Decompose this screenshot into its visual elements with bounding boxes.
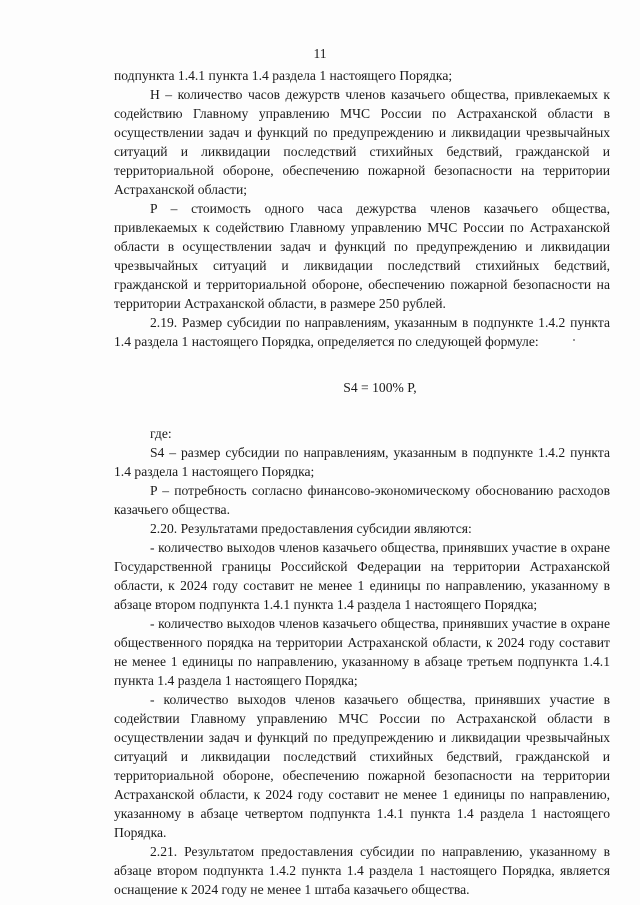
page-number: 11: [313, 46, 327, 61]
paragraph-2-21: 2.21. Результатом предоставления субсидии по направлению, указанному в абзаце втором подпункта 1.4.2 пункта 1.4 раздела 1 настоящего Порядка, является оснащение к 2024 году не менее 1 штаба казачьего общества.: [114, 844, 610, 897]
paragraph-s4-definition: S4 – размер субсидии по направлениям, указанным в подпункте 1.4.2 пункта 1.4 раздела 1 настоящего Порядка;: [114, 445, 610, 479]
paragraph-2-20: 2.20. Результатами предоставления субсидии являются:: [150, 521, 472, 536]
list-item-border-guard: - количество выходов членов казачьего общества, принявших участие в охране Государственной границы Российской Федерации на территории Астраханской области, к 2024 году составит не менее 1 единицы по направлению, указанному в абзаце втором подпункта 1.4.1 пункта 1.4 раздела 1 настоящего Порядка;: [114, 540, 610, 612]
list-item-public-order: - количество выходов членов казачьего общества, принявших участие в охране общественного порядка на территории Астраханской области, к 2024 году составит не менее 1 единицы по направлению, указанному в абзаце третьем подпункта 1.4.1 пункта 1.4 раздела 1 настоящего Порядка;: [114, 616, 610, 688]
scan-speck: [573, 339, 575, 341]
paragraph-h-definition: H – количество часов дежурств членов казачьего общества, привлекаемых к содействию Главному управлению МЧС России по Астраханской области в осуществлении задач и функций по предупреждению и ликвидации чрезвычайных ситуаций и ликвидации последствий стихийных бедствий, гражданской и территориальной обороне, обеспечению пожарной безопасности на территории Астраханской области;: [114, 87, 610, 197]
paragraph-2-19: 2.19. Размер субсидии по направлениям, указанным в подпункте 1.4.2 пункта 1.4 раздела 1 настоящего Порядка, определяется по следующей формуле:: [114, 315, 610, 349]
paragraph-continuation: подпункта 1.4.1 пункта 1.4 раздела 1 настоящего Порядка;: [114, 68, 453, 83]
list-item-emergency-assistance: - количество выходов членов казачьего общества, принявших участие в содействии Главному управлению МЧС России по Астраханской области в осуществлении задач и функций по предупреждению и ликвидации чрезвычайных ситуаций и ликвидации последствий стихийных бедствий, гражданской и территориальной обороне, обеспечению пожарной безопасности на территории Астраханской области, к 2024 году составит не менее 1 единицы по направлению, указанному в абзаце четвертом подпункта 1.4.1 пункта 1.4 раздела 1 настоящего Порядка.: [114, 692, 610, 840]
paragraph-where: где:: [150, 426, 172, 441]
document-body: [114, 66, 610, 899]
paragraph-p-definition: P – стоимость одного часа дежурства членов казачьего общества, привлекаемых к содействию Главному управлению МЧС России по Астраханской области в осуществлении задач и функций по предупреждению и ликвидации чрезвычайных ситуаций и ликвидации последствий стихийных бедствий, гражданской и территориальной обороне, обеспечению пожарной безопасности на территории Астраханской области, в размере 250 рублей.: [114, 201, 610, 311]
formula: S4 = 100% P,: [343, 380, 417, 395]
paragraph-p-need-definition: P – потребность согласно финансово-экономическому обоснованию расходов казачьего общества.: [114, 483, 610, 517]
